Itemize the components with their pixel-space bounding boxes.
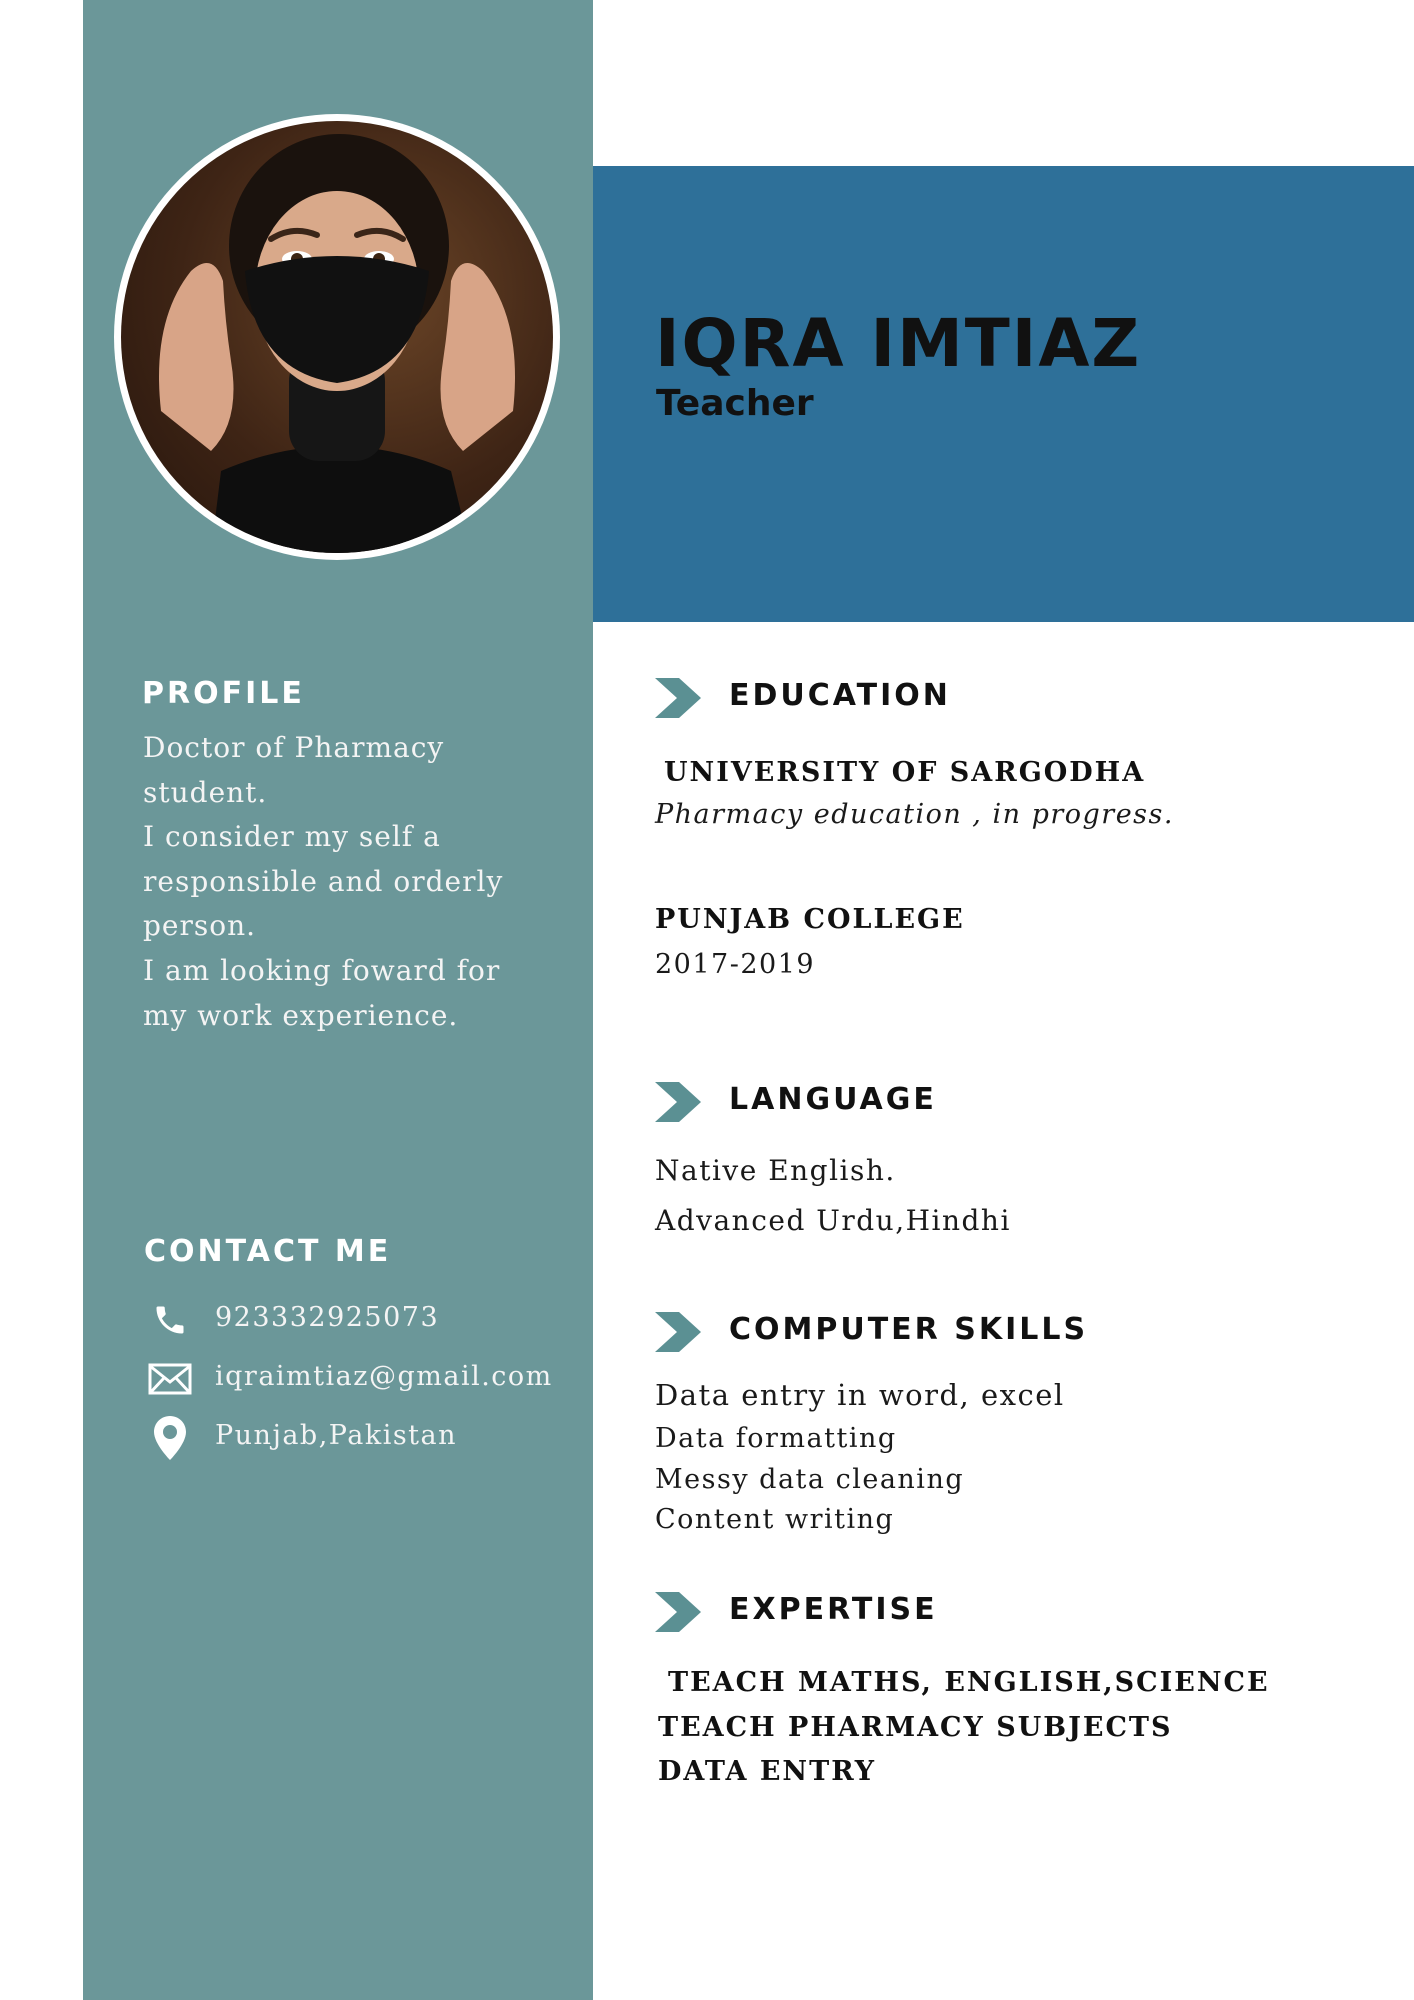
education-school-1: UNIVERSITY OF SARGODHA: [664, 757, 1146, 788]
contact-email[interactable]: iqraimtiaz@gmail.com: [215, 1361, 553, 1392]
expertise-item: TEACH MATHS, ENGLISH,SCIENCE: [668, 1667, 1270, 1698]
computer-skill-item: Content writing: [655, 1504, 895, 1535]
contact-heading: CONTACT ME: [144, 1234, 392, 1269]
contact-location: Punjab,Pakistan: [215, 1420, 458, 1451]
chevron-right-icon: [655, 678, 701, 718]
profile-heading: PROFILE: [142, 676, 305, 711]
language-item: Native English.: [655, 1154, 896, 1187]
portrait-illustration: [121, 121, 553, 553]
profile-photo-frame: [114, 114, 560, 560]
location-pin-icon: [148, 1416, 192, 1460]
candidate-name: IQRA IMTIAZ: [655, 305, 1142, 382]
chevron-right-icon: [655, 1082, 701, 1122]
contact-phone[interactable]: 923332925073: [215, 1302, 440, 1333]
chevron-right-icon: [655, 1592, 701, 1632]
education-school-2: PUNJAB COLLEGE: [655, 904, 965, 935]
phone-icon: [148, 1298, 192, 1342]
computer-skill-item: Data entry in word, excel: [655, 1378, 1065, 1412]
profile-line: my work experience.: [143, 998, 459, 1032]
computer-skill-item: Data formatting: [655, 1423, 897, 1454]
education-detail-2: 2017-2019: [655, 949, 816, 980]
profile-line: Doctor of Pharmacy: [143, 731, 445, 764]
profile-summary: [143, 726, 563, 1038]
profile-line: I am looking foward for: [143, 953, 501, 987]
computer-skills-heading: COMPUTER SKILLS: [729, 1312, 1089, 1347]
language-item: Advanced Urdu,Hindhi: [655, 1204, 1011, 1237]
expertise-item: DATA ENTRY: [658, 1756, 877, 1787]
profile-line: responsible and orderly: [143, 864, 504, 898]
profile-line: I consider my self a: [143, 820, 441, 854]
language-heading: LANGUAGE: [729, 1082, 937, 1117]
expertise-item: TEACH PHARMACY SUBJECTS: [658, 1712, 1173, 1743]
education-detail-1: Pharmacy education , in progress.: [655, 799, 1174, 830]
education-heading: EDUCATION: [729, 678, 951, 713]
chevron-right-icon: [655, 1312, 701, 1352]
email-icon: [148, 1357, 192, 1401]
candidate-role: Teacher: [656, 383, 814, 424]
expertise-heading: EXPERTISE: [729, 1592, 938, 1627]
profile-line: student.: [143, 775, 268, 809]
profile-line: person.: [143, 909, 257, 943]
profile-photo: [121, 121, 553, 553]
computer-skill-item: Messy data cleaning: [655, 1464, 965, 1495]
